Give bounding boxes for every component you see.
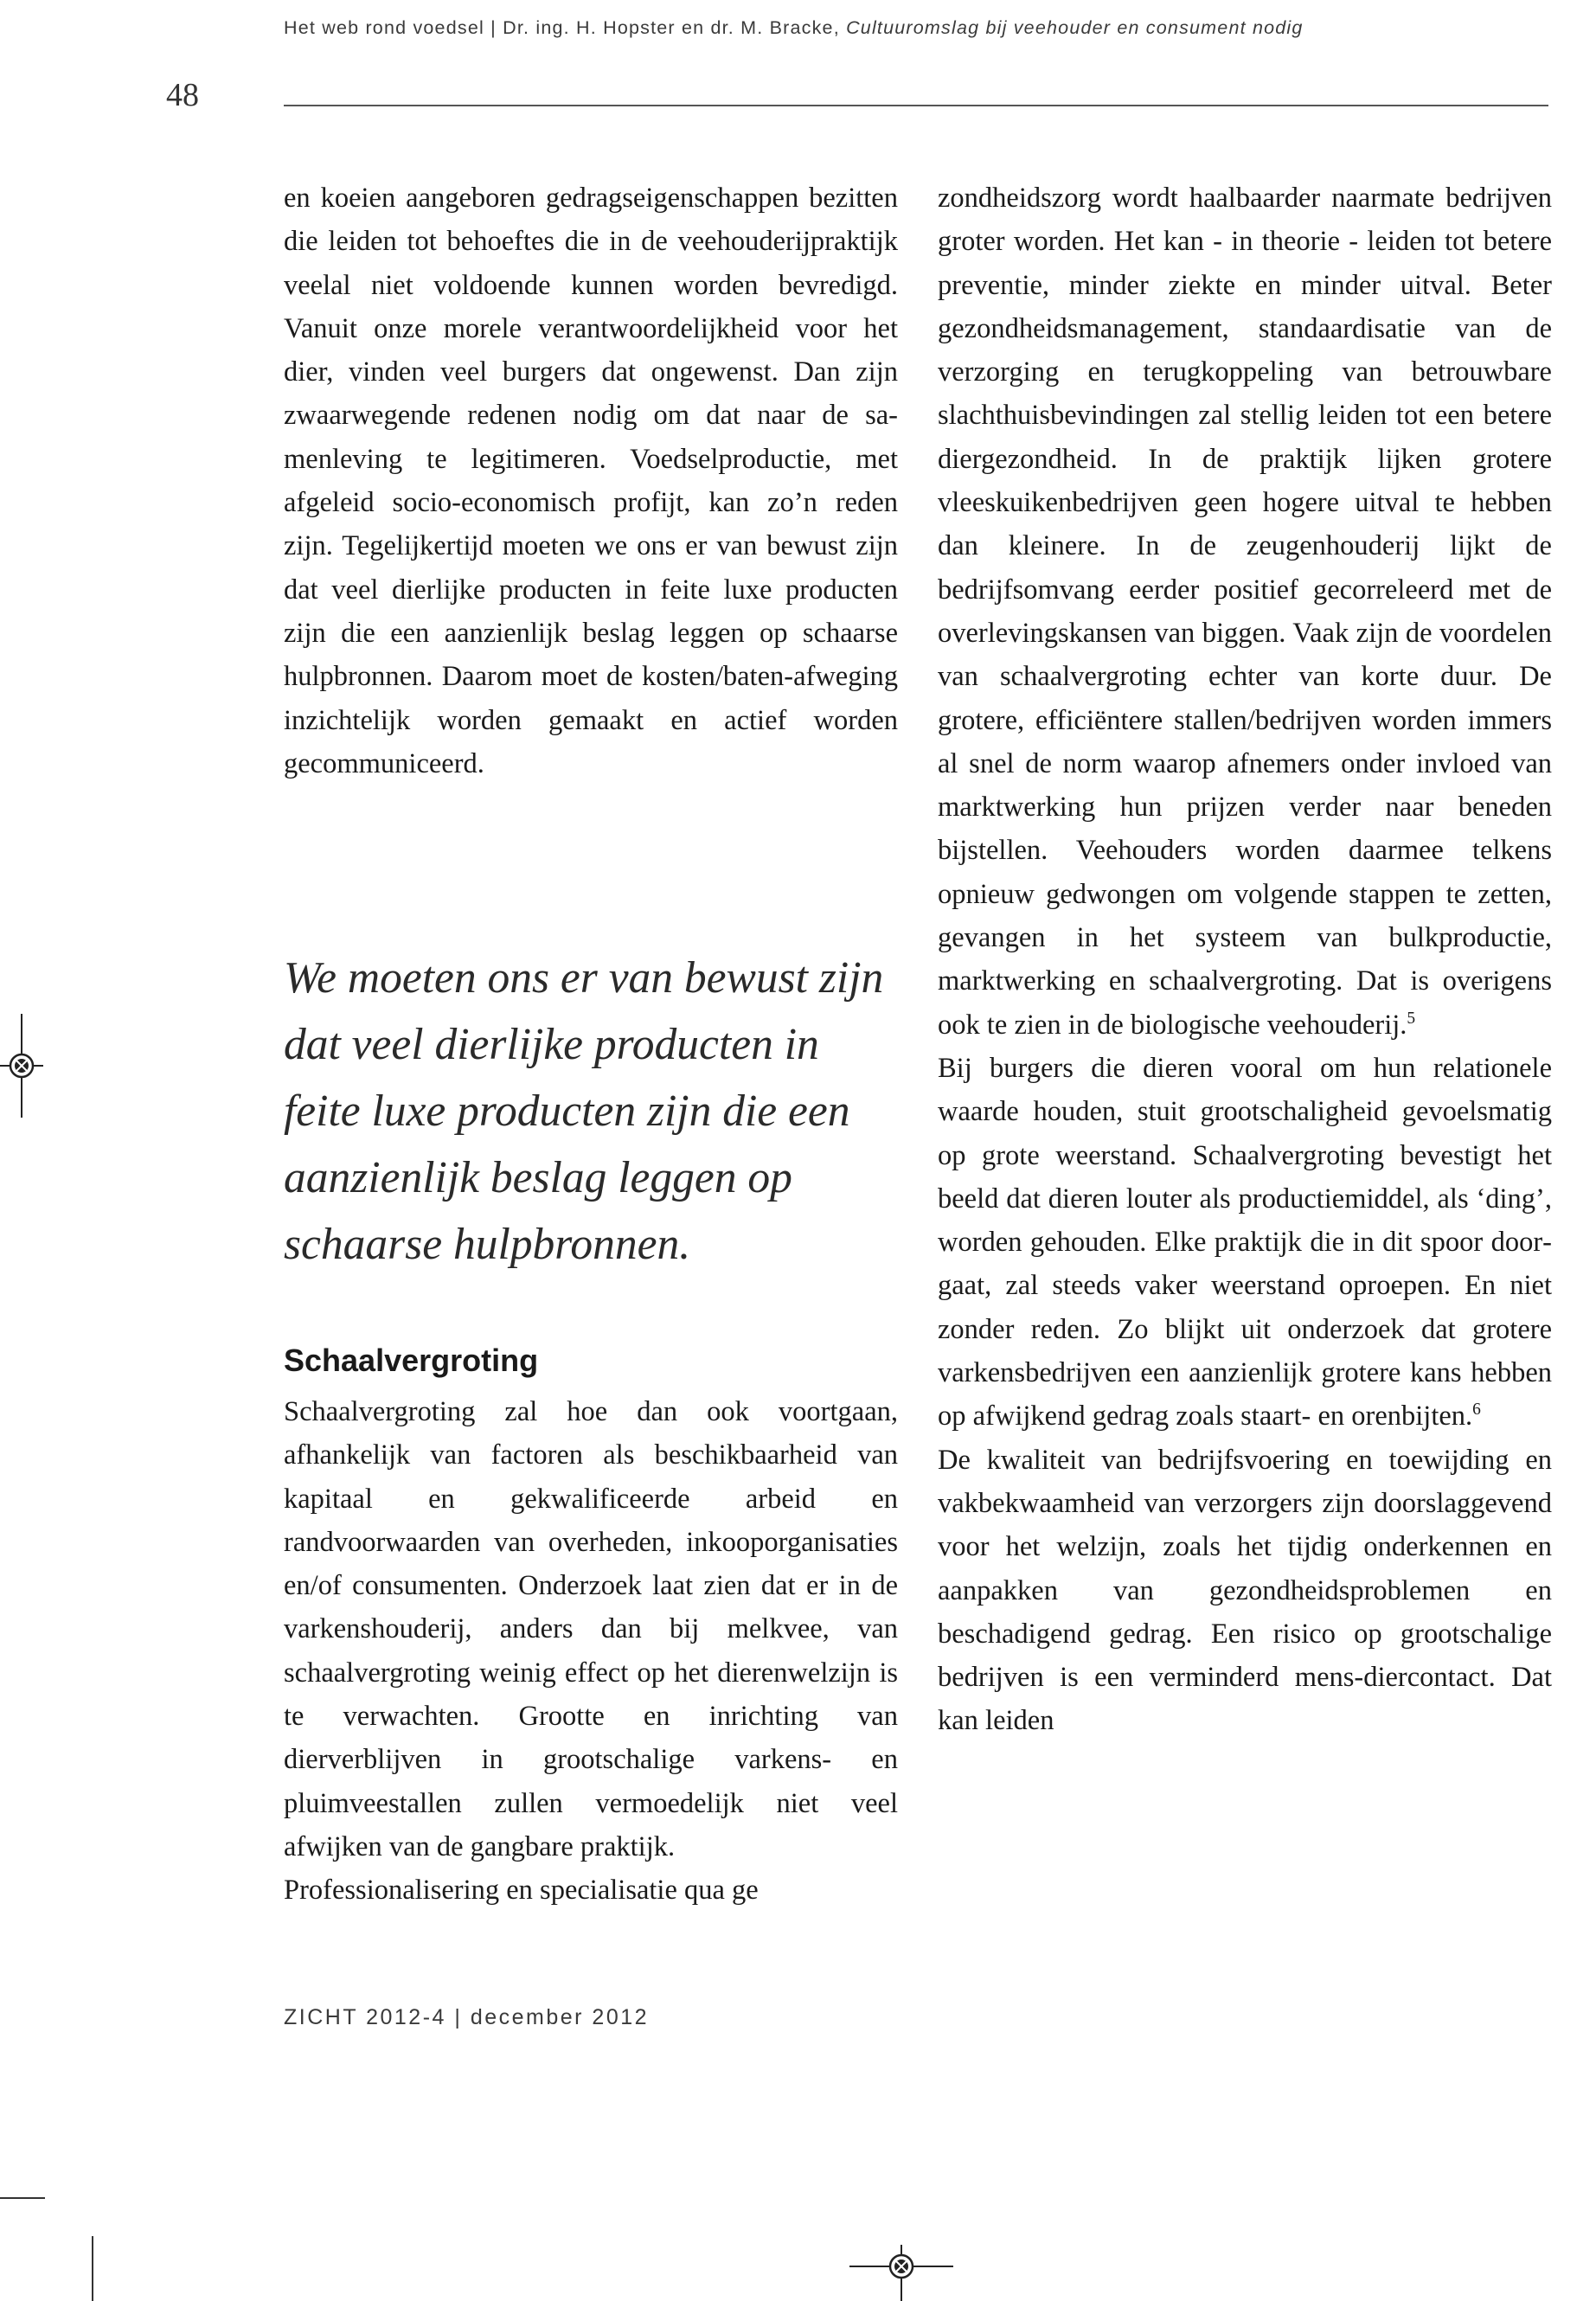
page-footer: ZICHT 2012-4 | december 2012 bbox=[284, 2005, 650, 2029]
running-head bbox=[284, 17, 1547, 39]
right-paragraph-1-text: zondheidszorg wordt haalbaarder naarmate bedrijven groter worden. Het kan - in theorie - leiden tot betere preventie, minder ziekte en minder uitval. Beter gezondheidsmanagement, standaardisatie van de verzorging en terugkoppeling van betrouwbare slachthuisbevindingen zal stellig leiden tot een betere diergezondheid. In de praktijk lijken grotere vleeskuikenbedrijven geen hogere uitval te hebben dan kleinere. In de zeugenhouderij lijkt de bedrijfsomvang eerder positief gecorreleerd met de overlevingskansen van biggen. Vaak zijn de voordelen van schaalvergroting echter van korte duur. De grotere, efficiëntere stallen/bedrijven worden immers al snel de norm waarop afnemers onder invloed van marktwerking hun prijzen verder naar beneden bijstellen. Veehouders worden daarmee telkens opnieuw gedwongen om volgende stappen te zetten, gevangen in het systeem van bulkproductie, marktwerking en schaalvergroting. Dat is overigens ook te zien in de biologische veehouderij. bbox=[938, 183, 1552, 1041]
crop-mark-bottom-vertical bbox=[92, 2236, 93, 2301]
article-title: Cultuuromslag bij veehouder en consument nodig bbox=[846, 17, 1304, 38]
left-paragraph-1: en koeien aangeboren gedragseigenschappen bezitten die leiden tot behoeftes die in de veehouderijpraktijk veelal niet voldoende kunnen worden bevredigd. Vanuit onze morele verantwoordelijkheid voor het dier, vinden veel burgers dat ongewenst. Dan zijn zwaarwegende redenen nodig om dat naar de samenleving te legitimeren. Voedselproductie, met afgeleid socio-economisch profijt, kan zo’n reden zijn. Tegelijkertijd moeten we ons er van bewust zijn dat veel dierlijke producten in feite luxe producten zijn die een aanzienlijk beslag leggen op schaarse hulpbronnen. Daarom moet de kosten/baten-afweging inzichtelijk worden gemaakt en actief worden gecommuniceerd. bbox=[284, 183, 898, 779]
right-paragraph-1 bbox=[938, 176, 1552, 1047]
right-paragraph-3: De kwaliteit van bedrijfsvoering en toewijding en vakbekwaamheid van verzorgers zijn doorslaggevend voor het welzijn, zoals het tijdig onderkennen en aanpakken van gezondheidsproblemen en beschadigend gedrag. Een risico op grootschalige bedrijven is een verminderd mens-diercontact. Dat kan leiden bbox=[938, 1444, 1552, 1737]
pull-quote: We moeten ons er van bewust zijn dat veel dierlijke producten in feite luxe producten zijn die een aanzienlijk beslag leggen op schaarse hulpbronnen. bbox=[284, 953, 884, 1269]
footnote-ref-6: 6 bbox=[1472, 1400, 1481, 1420]
header-separator: | bbox=[490, 17, 497, 38]
right-paragraph-2-text: Bij burgers die dieren vooral om hun relationele waarde houden, stuit grootschaligheid gevoelsmatig op grote weerstand. Schaalvergroting bevestigt het beeld dat dieren louter als productiemiddel, als ‘ding’, worden gehouden. Elke praktijk die in dit spoor doorgaat, zal steeds vaker weerstand oproepen. En niet zonder reden. Zo blijkt uit onderzoek dat grotere varkensbedrijven een aanzienlijk grotere kans hebben op afwijkend gedrag zoals staart- en orenbijten. bbox=[938, 1052, 1552, 1433]
left-paragraph-3: Professionalisering en specialisatie qua ge bbox=[284, 1875, 759, 1907]
publication-name: Het web rond voedsel bbox=[284, 17, 484, 38]
right-column bbox=[938, 176, 1552, 1743]
right-paragraph-2 bbox=[938, 1047, 1552, 1439]
article-authors: Dr. ing. H. Hopster en dr. M. Bracke, bbox=[503, 17, 840, 38]
left-column-top bbox=[284, 176, 898, 785]
left-paragraph-2: Schaalvergroting zal hoe dan ook voortgaan, afhankelijk van factoren als beschikbaarheid van kapitaal en gekwalificeerde arbeid en randvoorwaarden van overheden, inkooporganisaties en/of consumenten. Onderzoek laat zien dat er in de varkenshouderij, anders dan bij melkvee, van schaalvergroting weinig effect op het dierenwelzijn is te verwachten. Grootte en inrichting van dierverblijven in grootschalige varkens- en pluimveestallen zullen vermoedelijk niet veel afwijken van de gangbare praktijk. bbox=[284, 1396, 898, 1862]
section-heading: Schaalvergroting bbox=[284, 1343, 539, 1378]
page-number: 48 bbox=[166, 77, 199, 113]
footnote-ref-5: 5 bbox=[1407, 1009, 1416, 1028]
registration-mark-bottom-icon bbox=[849, 2245, 953, 2301]
header-rule bbox=[284, 105, 1548, 106]
left-column-bottom bbox=[284, 1390, 898, 1913]
crop-mark-bottom-left bbox=[0, 2197, 45, 2199]
registration-mark-left-icon bbox=[0, 1014, 43, 1118]
